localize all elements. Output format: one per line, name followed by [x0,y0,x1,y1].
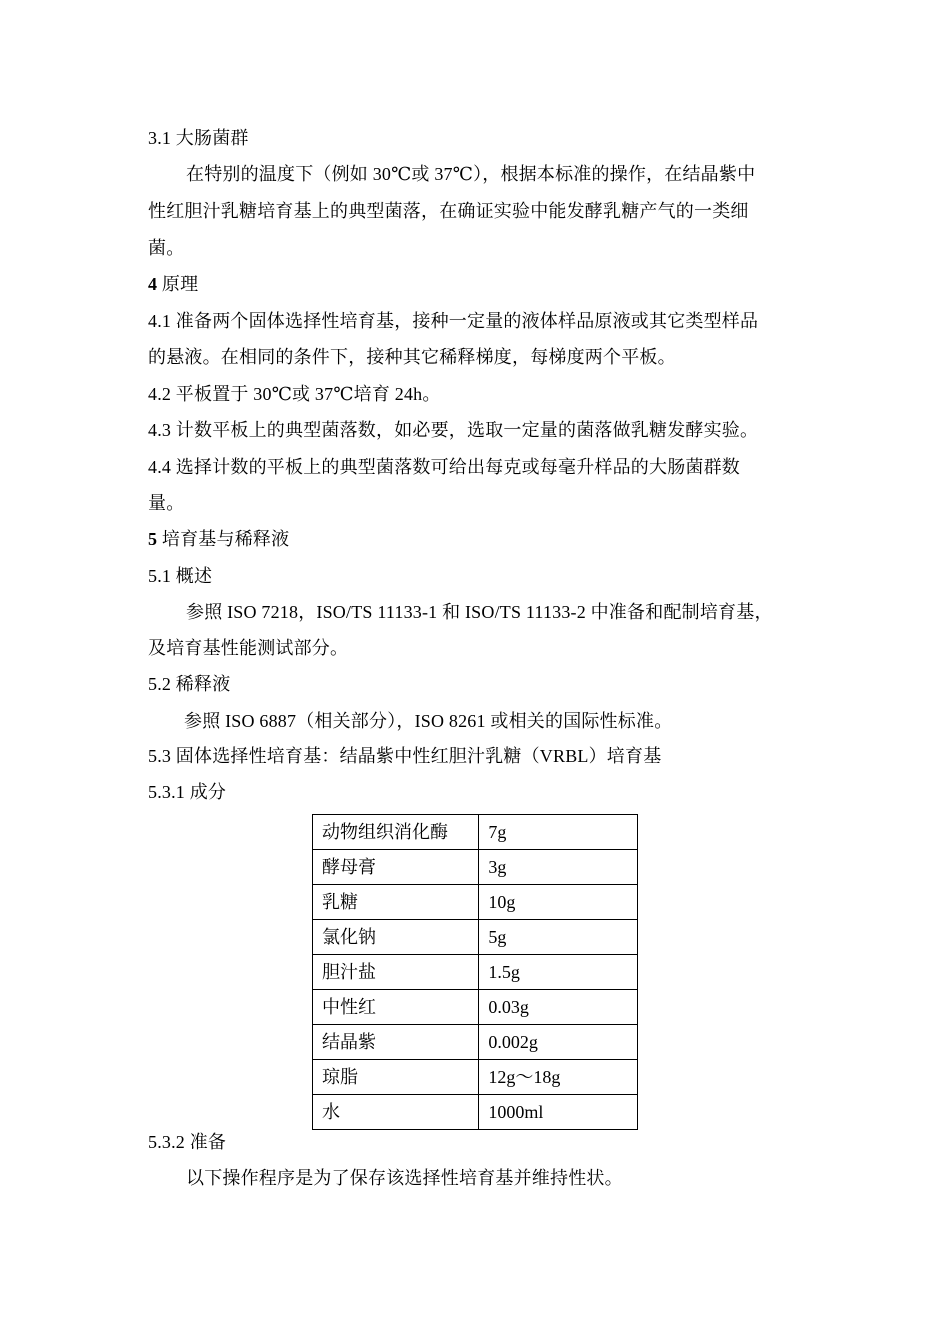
ingredient-name: 水 [313,1095,479,1130]
table-row [313,920,638,955]
table-row [313,850,638,885]
ingredient-amount: 7g [479,815,638,850]
ingredient-name: 动物组织消化酶 [313,815,479,850]
paragraph-3-1-line-2: 性红胆汁乳糖培育基上的典型菌落，在确证实验中能发酵乳糖产气的一类细 [148,201,749,221]
heading-5-title: 培育基与稀释液 [161,529,290,549]
paragraph-4-4-line-1: 4.4 选择计数的平板上的典型菌落数可给出每克或每毫升样品的大肠菌群数 [148,457,740,477]
heading-3-1: 3.1 大肠菌群 [148,128,249,148]
heading-5-2: 5.2 稀释液 [148,674,231,694]
heading-4-title: 原理 [161,274,199,294]
ingredient-name: 琼脂 [313,1060,479,1095]
table-row [313,1095,638,1130]
paragraph-5-1-line-1: 参照 ISO 7218，ISO/TS 11133-1 和 ISO/TS 11133-2 中准备和配制培育基， [186,602,773,622]
ingredient-amount: 10g [479,885,638,920]
ingredient-name: 酵母膏 [313,850,479,885]
paragraph-4-2: 4.2 平板置于 30℃或 37℃培育 24h。 [148,384,441,404]
ingredient-name: 胆汁盐 [313,955,479,990]
paragraph-5-1-line-2: 及培育基性能测试部分。 [148,638,349,658]
ingredient-amount: 0.002g [479,1025,638,1060]
heading-5-3: 5.3 固体选择性培育基：结晶紫中性红胆汁乳糖（VRBL）培育基 [148,746,662,766]
ingredient-amount: 0.03g [479,990,638,1025]
ingredient-amount: 1.5g [479,955,638,990]
ingredient-name: 中性红 [313,990,479,1025]
ingredient-name: 乳糖 [313,885,479,920]
paragraph-5-3-2: 以下操作程序是为了保存该选择性培育基并维持性状。 [186,1168,623,1188]
table-row [313,1060,638,1095]
heading-5 [148,527,289,551]
heading-5-3-2: 5.3.2 准备 [148,1132,227,1152]
ingredient-amount: 12g～18g [479,1060,638,1095]
heading-4 [148,272,198,296]
heading-5-number: 5 [148,529,158,549]
paragraph-4-4-line-2: 量。 [148,493,185,513]
ingredient-name: 氯化钠 [313,920,479,955]
paragraph-4-3: 4.3 计数平板上的典型菌落数，如必要，选取一定量的菌落做乳糖发酵实验。 [148,420,759,440]
table-row [313,955,638,990]
paragraph-3-1-line-3: 菌。 [148,238,185,258]
ingredient-amount: 5g [479,920,638,955]
table-row [313,885,638,920]
ingredients-table [312,814,638,1130]
paragraph-5-2: 参照 ISO 6887（相关部分），ISO 8261 或相关的国际性标准。 [184,711,673,731]
heading-4-number: 4 [148,274,158,294]
ingredient-amount: 3g [479,850,638,885]
heading-5-3-1: 5.3.1 成分 [148,782,227,802]
table-row [313,1025,638,1060]
heading-5-1: 5.1 概述 [148,566,213,586]
ingredient-amount: 1000ml [479,1095,638,1130]
paragraph-3-1-line-1: 在特别的温度下（例如 30℃或 37℃），根据本标准的操作，在结晶紫中 [186,164,756,184]
ingredient-name: 结晶紫 [313,1025,479,1060]
table-row [313,990,638,1025]
paragraph-4-1-line-1: 4.1 准备两个固体选择性培育基，接种一定量的液体样品原液或其它类型样品 [148,311,759,331]
paragraph-4-1-line-2: 的悬液。在相同的条件下，接种其它稀释梯度，每梯度两个平板。 [148,347,676,367]
table-row [313,815,638,850]
